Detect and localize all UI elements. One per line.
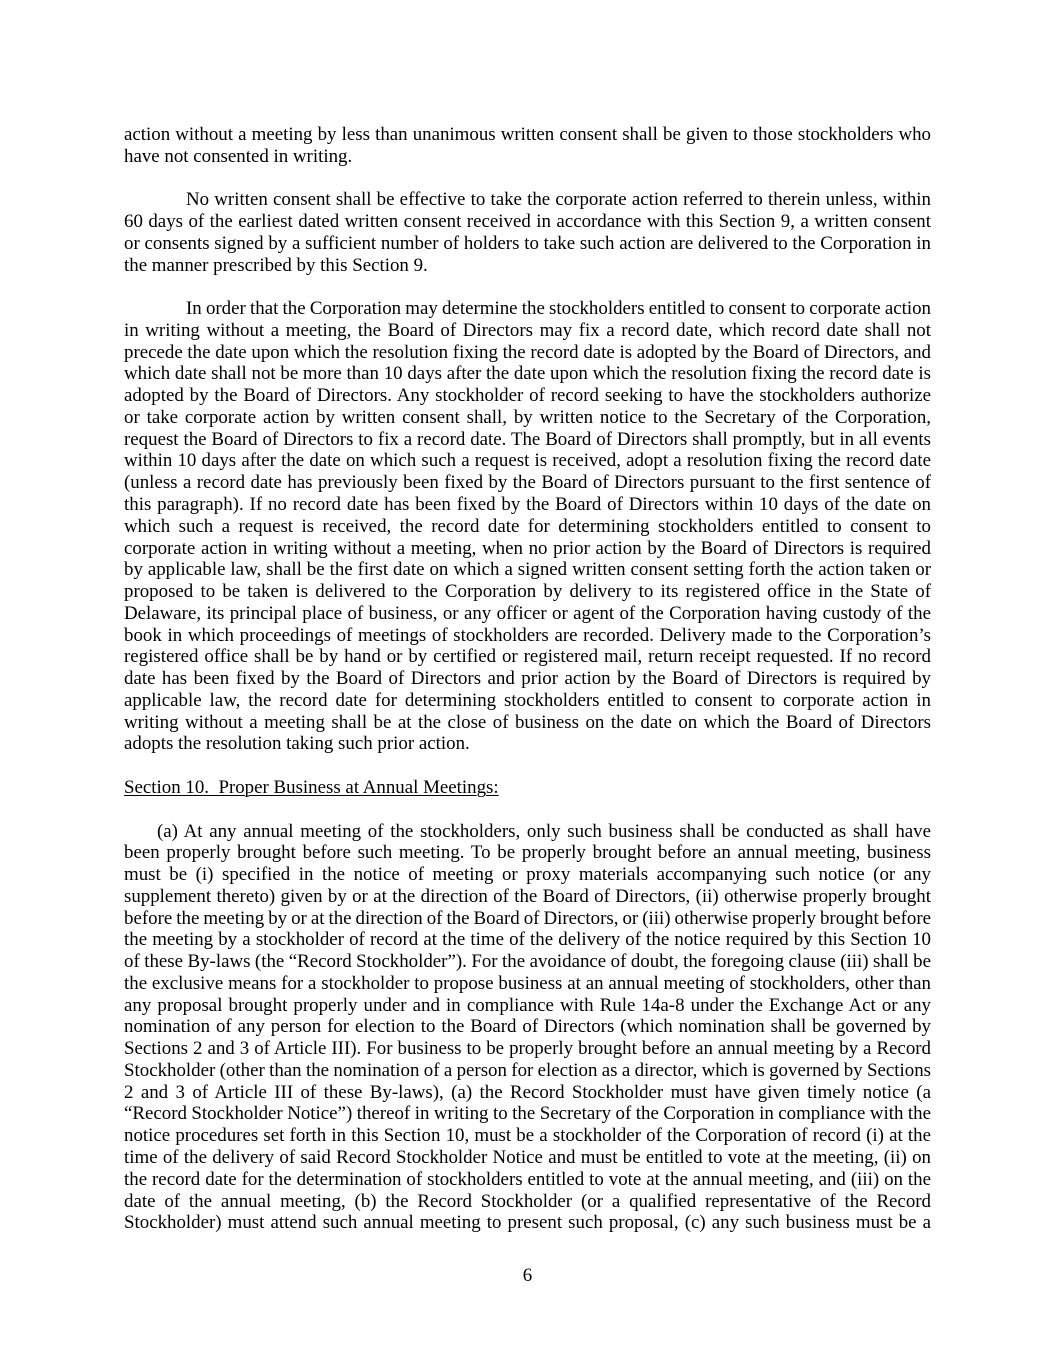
text-line: (a) At any annual meeting of the stockholders, only such business shall be conducted as shall have (157, 820, 931, 842)
text-line: the exclusive means for a stockholder to propose business at an annual meeting of stockholders, other than (124, 972, 931, 994)
text-line: Stockholder) must attend such annual meeting to present such proposal, (c) any such business must be a (124, 1212, 931, 1234)
text-line: in writing without a meeting, the Board of Directors may fix a record date, which record date shall not (124, 319, 931, 341)
text-line: Stockholder (other than the nomination of a person for election as a director, which is governed by Sections (124, 1059, 931, 1081)
section-10-heading-text: Section 10. Proper Business at Annual Meetings: (124, 776, 499, 798)
text-line: 60 days of the earliest dated written consent received in accordance with this Section 9, a written consent (124, 211, 931, 233)
text-line: book in which proceedings of meetings of stockholders are recorded. Delivery made to the Corporation’s (124, 624, 931, 646)
text-line: this paragraph). If no record date has been fixed by the Board of Directors within 10 days of the date on (124, 494, 931, 516)
text-line: notice procedures set forth in this Section 10, must be a stockholder of the Corporation of record (i) at the (124, 1125, 931, 1147)
text-line: (unless a record date has previously been fixed by the Board of Directors pursuant to the first sentence of (124, 472, 931, 494)
text-line: the manner prescribed by this Section 9. (124, 254, 428, 276)
text-line: adopts the resolution taking such prior action. (124, 733, 470, 755)
text-line: “Record Stockholder Notice”) thereof in writing to the Secretary of the Corporation in compliance with the (124, 1103, 931, 1125)
text-line: writing without a meeting shall be at the close of business on the date on which the Board of Directors (124, 711, 931, 733)
text-line: 2 and 3 of Article III of these By-laws), (a) the Record Stockholder must have given timely notice (a (124, 1081, 931, 1103)
text-line: or consents signed by a sufficient number of holders to take such action are delivered to the Corporation in (124, 232, 931, 254)
text-line: Sections 2 and 3 of Article III). For business to be properly brought before an annual meeting by a Record (124, 1038, 931, 1060)
text-line: must be (i) specified in the notice of meeting or proxy materials accompanying such notice (or any (124, 864, 931, 886)
text-line: proposed to be taken is delivered to the Corporation by delivery to its registered office in the State of (124, 581, 931, 603)
page-number: 6 (522, 1265, 533, 1286)
text-line: before the meeting by or at the direction of the Board of Directors, or (iii) otherwise properly brought before (124, 907, 931, 929)
text-line: any proposal brought properly under and in compliance with Rule 14a-8 under the Exchange Act or any (124, 994, 931, 1016)
text-line: the meeting by a stockholder of record at the time of the delivery of the notice required by this Section 10 (124, 929, 931, 951)
text-line: request the Board of Directors to fix a record date. The Board of Directors shall promptly, but in all events (124, 428, 931, 450)
text-line: action without a meeting by less than unanimous written consent shall be given to those stockholders who (124, 124, 931, 145)
text-line: nomination of any person for election to the Board of Directors (which nomination shall be governed by (124, 1016, 931, 1038)
section-10-heading (124, 777, 931, 799)
text-line: No written consent shall be effective to take the corporate action referred to therein unless, within (186, 189, 931, 211)
text-line: which such a request is received, the record date for determining stockholders entitled to consent to (124, 515, 931, 537)
text-body (124, 124, 931, 1256)
text-line: corporate action in writing without a meeting, when no prior action by the Board of Directors is required (124, 537, 931, 559)
paragraph-consent-effectiveness (124, 189, 931, 276)
text-line: registered office shall be by hand or by certified or registered mail, return receipt requested. If no record (124, 646, 931, 668)
text-line: date has been fixed by the Board of Directors and prior action by the Board of Directors is required by (124, 668, 931, 690)
text-line: supplement thereto) given by or at the direction of the Board of Directors, (ii) otherwise properly brought (124, 885, 931, 907)
paragraph-record-date (124, 298, 931, 755)
text-line: been properly brought before such meeting. To be properly brought before an annual meeting, business (124, 842, 931, 864)
text-line: Delaware, its principal place of business, or any officer or agent of the Corporation having custody of the (124, 602, 931, 624)
text-line: In order that the Corporation may determine the stockholders entitled to consent to corporate action (186, 298, 931, 320)
text-line: which date shall not be more than 10 days after the date upon which the resolution fixing the record date is (124, 363, 931, 385)
paragraph-consent-notice-continuation (124, 124, 931, 168)
paragraph-section-10-a (124, 821, 931, 1235)
text-line: time of the delivery of said Record Stockholder Notice and must be entitled to vote at the meeting, (ii) on (124, 1146, 931, 1168)
text-line: adopted by the Board of Directors. Any stockholder of record seeking to have the stockholders authorize (124, 385, 931, 407)
text-line: have not consented in writing. (124, 145, 353, 167)
text-line: of these By-laws (the “Record Stockholder”). For the avoidance of doubt, the foregoing clause (iii) shall be (124, 951, 931, 973)
text-line: or take corporate action by written consent shall, by written notice to the Secretary of the Corporation, (124, 406, 931, 428)
text-line: the record date for the determination of stockholders entitled to vote at the annual meeting, and (iii) on the (124, 1168, 931, 1190)
text-line: date of the annual meeting, (b) the Record Stockholder (or a qualified representative of the Record (124, 1190, 931, 1212)
text-line: within 10 days after the date on which such a request is received, adopt a resolution fixing the record date (124, 450, 931, 472)
text-line: precede the date upon which the resolution fixing the record date is adopted by the Board of Directors, and (124, 341, 931, 363)
text-line: applicable law, the record date for determining stockholders entitled to consent to corporate action in (124, 689, 931, 711)
text-line: by applicable law, shall be the first date on which a signed written consent setting forth the action taken or (124, 559, 931, 581)
